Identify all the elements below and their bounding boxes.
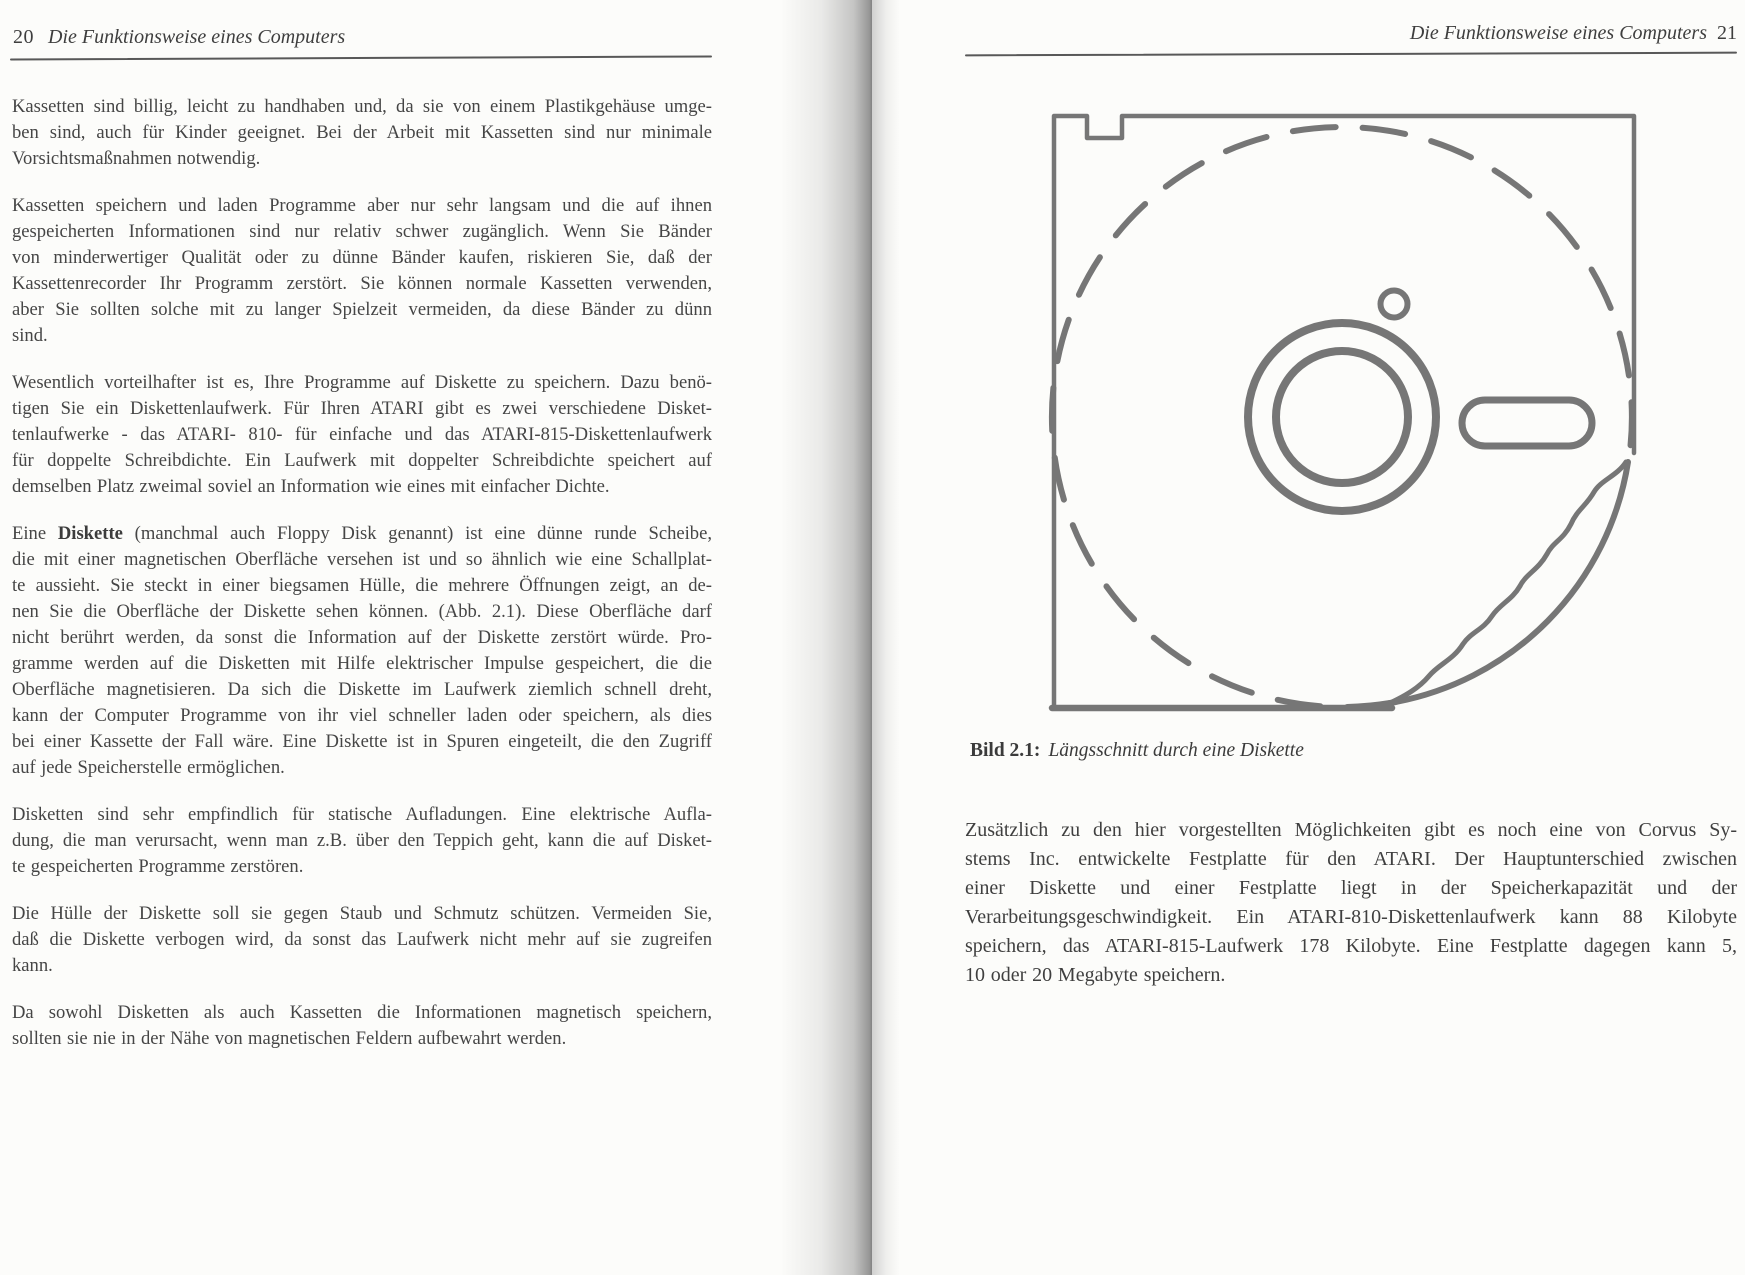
left-text-column — [12, 94, 712, 1073]
text-line: Vorsichtsmaßnahmen notwendig. — [12, 148, 261, 169]
text-line: Verarbeitungsgeschwindigkeit. Ein ATARI-810-Diskettenlaufwerk kann 88 Kilobyte — [965, 906, 1737, 928]
text-line: Kassetten sind billig, leicht zu handhaben und, da sie von einem Plastikgehäuse umge- — [12, 96, 712, 117]
text-line: demselben Platz zweimal soviel an Information wie eines mit einfacher Dichte. — [12, 476, 610, 497]
hub-inner-ring — [1276, 351, 1408, 483]
text-line: Da sowohl Disketten als auch Kassetten die Informationen magnetisch speichern, — [12, 1002, 712, 1023]
paragraph — [12, 521, 712, 781]
page-number-left: 20 — [13, 26, 34, 48]
figure-caption-label: Bild 2.1: — [970, 740, 1041, 761]
text-line: Zusätzlich zu den hier vorgestellten Möglichkeiten gibt es noch eine von Corvus Sy- — [965, 819, 1737, 841]
text-line: tigen Sie ein Diskettenlaufwerk. Für Ihren ATARI gibt es zwei verschiedene Disket- — [12, 398, 712, 419]
text-line: für doppelte Schreibdichte. Ein Laufwerk mit doppelter Schreibdichte speichert auf — [12, 450, 712, 471]
text-line: Eine Diskette (manchmal auch Floppy Disk genannt) ist eine dünne runde Scheibe, — [12, 523, 712, 544]
paragraph — [12, 901, 712, 979]
paragraph — [12, 1000, 712, 1052]
paragraph — [12, 193, 712, 349]
text-line: daß die Diskette verbogen wird, da sonst das Laufwerk nicht mehr auf sie zugreifen — [12, 929, 712, 950]
text-line: Disketten sind sehr empfindlich für statische Aufladungen. Eine elektrische Aufla- — [12, 804, 712, 825]
running-title-right: Die Funktionsweise eines Computers — [1409, 22, 1707, 44]
text-line: stems Inc. entwickelte Festplatte für den ATARI. Der Hauptunterschied zwischen — [965, 848, 1737, 870]
text-line: gespeicherten Informationen sind nur relativ schwer zugänglich. Wenn Sie Bänder — [12, 221, 712, 242]
text-line: nen Sie die Oberfläche der Diskette sehen können. (Abb. 2.1). Diese Oberfläche darf — [12, 601, 712, 622]
figure-caption-text: Längsschnitt durch eine Diskette — [1048, 740, 1304, 761]
header-rule-left — [10, 55, 712, 60]
text-line: speichern, das ATARI-815-Laufwerk 178 Kilobyte. Eine Festplatte dagegen kann 5, — [965, 935, 1737, 957]
text-line: 10 oder 20 Megabyte speichern. — [965, 964, 1226, 986]
text-line: dung, die man verursacht, wenn man z.B. über den Teppich geht, kann die auf Disket- — [12, 830, 712, 851]
text-line: bei einer Kassette der Fall wäre. Eine Diskette ist in Spuren eingeteilt, die den Zugriff — [12, 731, 712, 752]
text-line: nicht berührt werden, da sonst die Information auf der Diskette zerstört würde. Pro- — [12, 627, 712, 648]
text-line: Die Hülle der Diskette soll sie gegen Staub und Schmutz schützen. Vermeiden Sie, — [12, 903, 712, 924]
figure-caption — [970, 740, 1304, 762]
text-line: te gespeicherten Programme zerstören. — [12, 856, 304, 877]
text-line: kann der Computer Programme von ihr viel schneller laden oder speichern, als dies — [12, 705, 712, 726]
text-line: tenlaufwerke - das ATARI- 810- für einfache und das ATARI-815-Diskettenlaufwerk — [12, 424, 712, 445]
text-line: einer Diskette und einer Festplatte liegt in der Speicherkapazität und der — [965, 877, 1737, 899]
text-line: kann. — [12, 955, 53, 976]
page-number-right: 21 — [1717, 22, 1737, 44]
text-line: gramme werden auf die Disketten mit Hilfe elektrischer Impulse gespeichert, die die — [12, 653, 712, 674]
running-title-left: Die Funktionsweise eines Computers — [48, 26, 346, 48]
text-line: sollten sie nie in der Nähe von magnetischen Feldern aufbewahrt werden. — [12, 1028, 567, 1049]
paragraph — [965, 816, 1737, 990]
text-line: Kassetten speichern und laden Programme aber nur sehr langsam und die auf ihnen — [12, 195, 712, 216]
text-line: Wesentlich vorteilhafter ist es, Ihre Programme auf Diskette zu speichern. Dazu benö- — [12, 372, 712, 393]
paragraph — [12, 94, 712, 172]
text-line: die mit einer magnetischen Oberfläche versehen ist und so ähnlich wie eine Schallplat- — [12, 549, 712, 570]
text-line: te aussieht. Sie steckt in einer biegsamen Hülle, die mehrere Öffnungen zeigt, an de- — [12, 575, 712, 596]
paragraph — [12, 802, 712, 880]
right-text-column — [965, 816, 1737, 1014]
floppy-disk-diagram — [940, 85, 1700, 745]
book-gutter-shadow-edge — [872, 0, 900, 1275]
text-line: von minderwertiger Qualität oder zu dünne Bänder kaufen, riskieren Sie, daß der — [12, 247, 712, 268]
text-line: Kassettenrecorder Ihr Programm zerstört. Sie können normale Kassetten verwenden, — [12, 273, 712, 294]
header-rule-right — [965, 52, 1737, 57]
book-gutter-shadow — [780, 0, 872, 1275]
paragraph — [12, 370, 712, 500]
read-write-slot — [1462, 400, 1592, 446]
text-line: aber Sie sollten solche mit zu langer Spielzeit vermeiden, da diese Bänder zu dünn — [12, 299, 712, 320]
text-line: Oberfläche magnetisieren. Da sich die Diskette im Laufwerk ziemlich schnell dreht, — [12, 679, 712, 700]
index-hole — [1381, 291, 1408, 318]
running-head-left — [13, 26, 345, 49]
text-line: ben sind, auch für Kinder geeignet. Bei der Arbeit mit Kassetten sind nur minimale — [12, 122, 712, 143]
torn-sleeve-edge — [1390, 462, 1626, 703]
text-line: auf jede Speicherstelle ermöglichen. — [12, 757, 285, 778]
running-head-right — [1410, 22, 1737, 45]
text-line: sind. — [12, 325, 48, 346]
